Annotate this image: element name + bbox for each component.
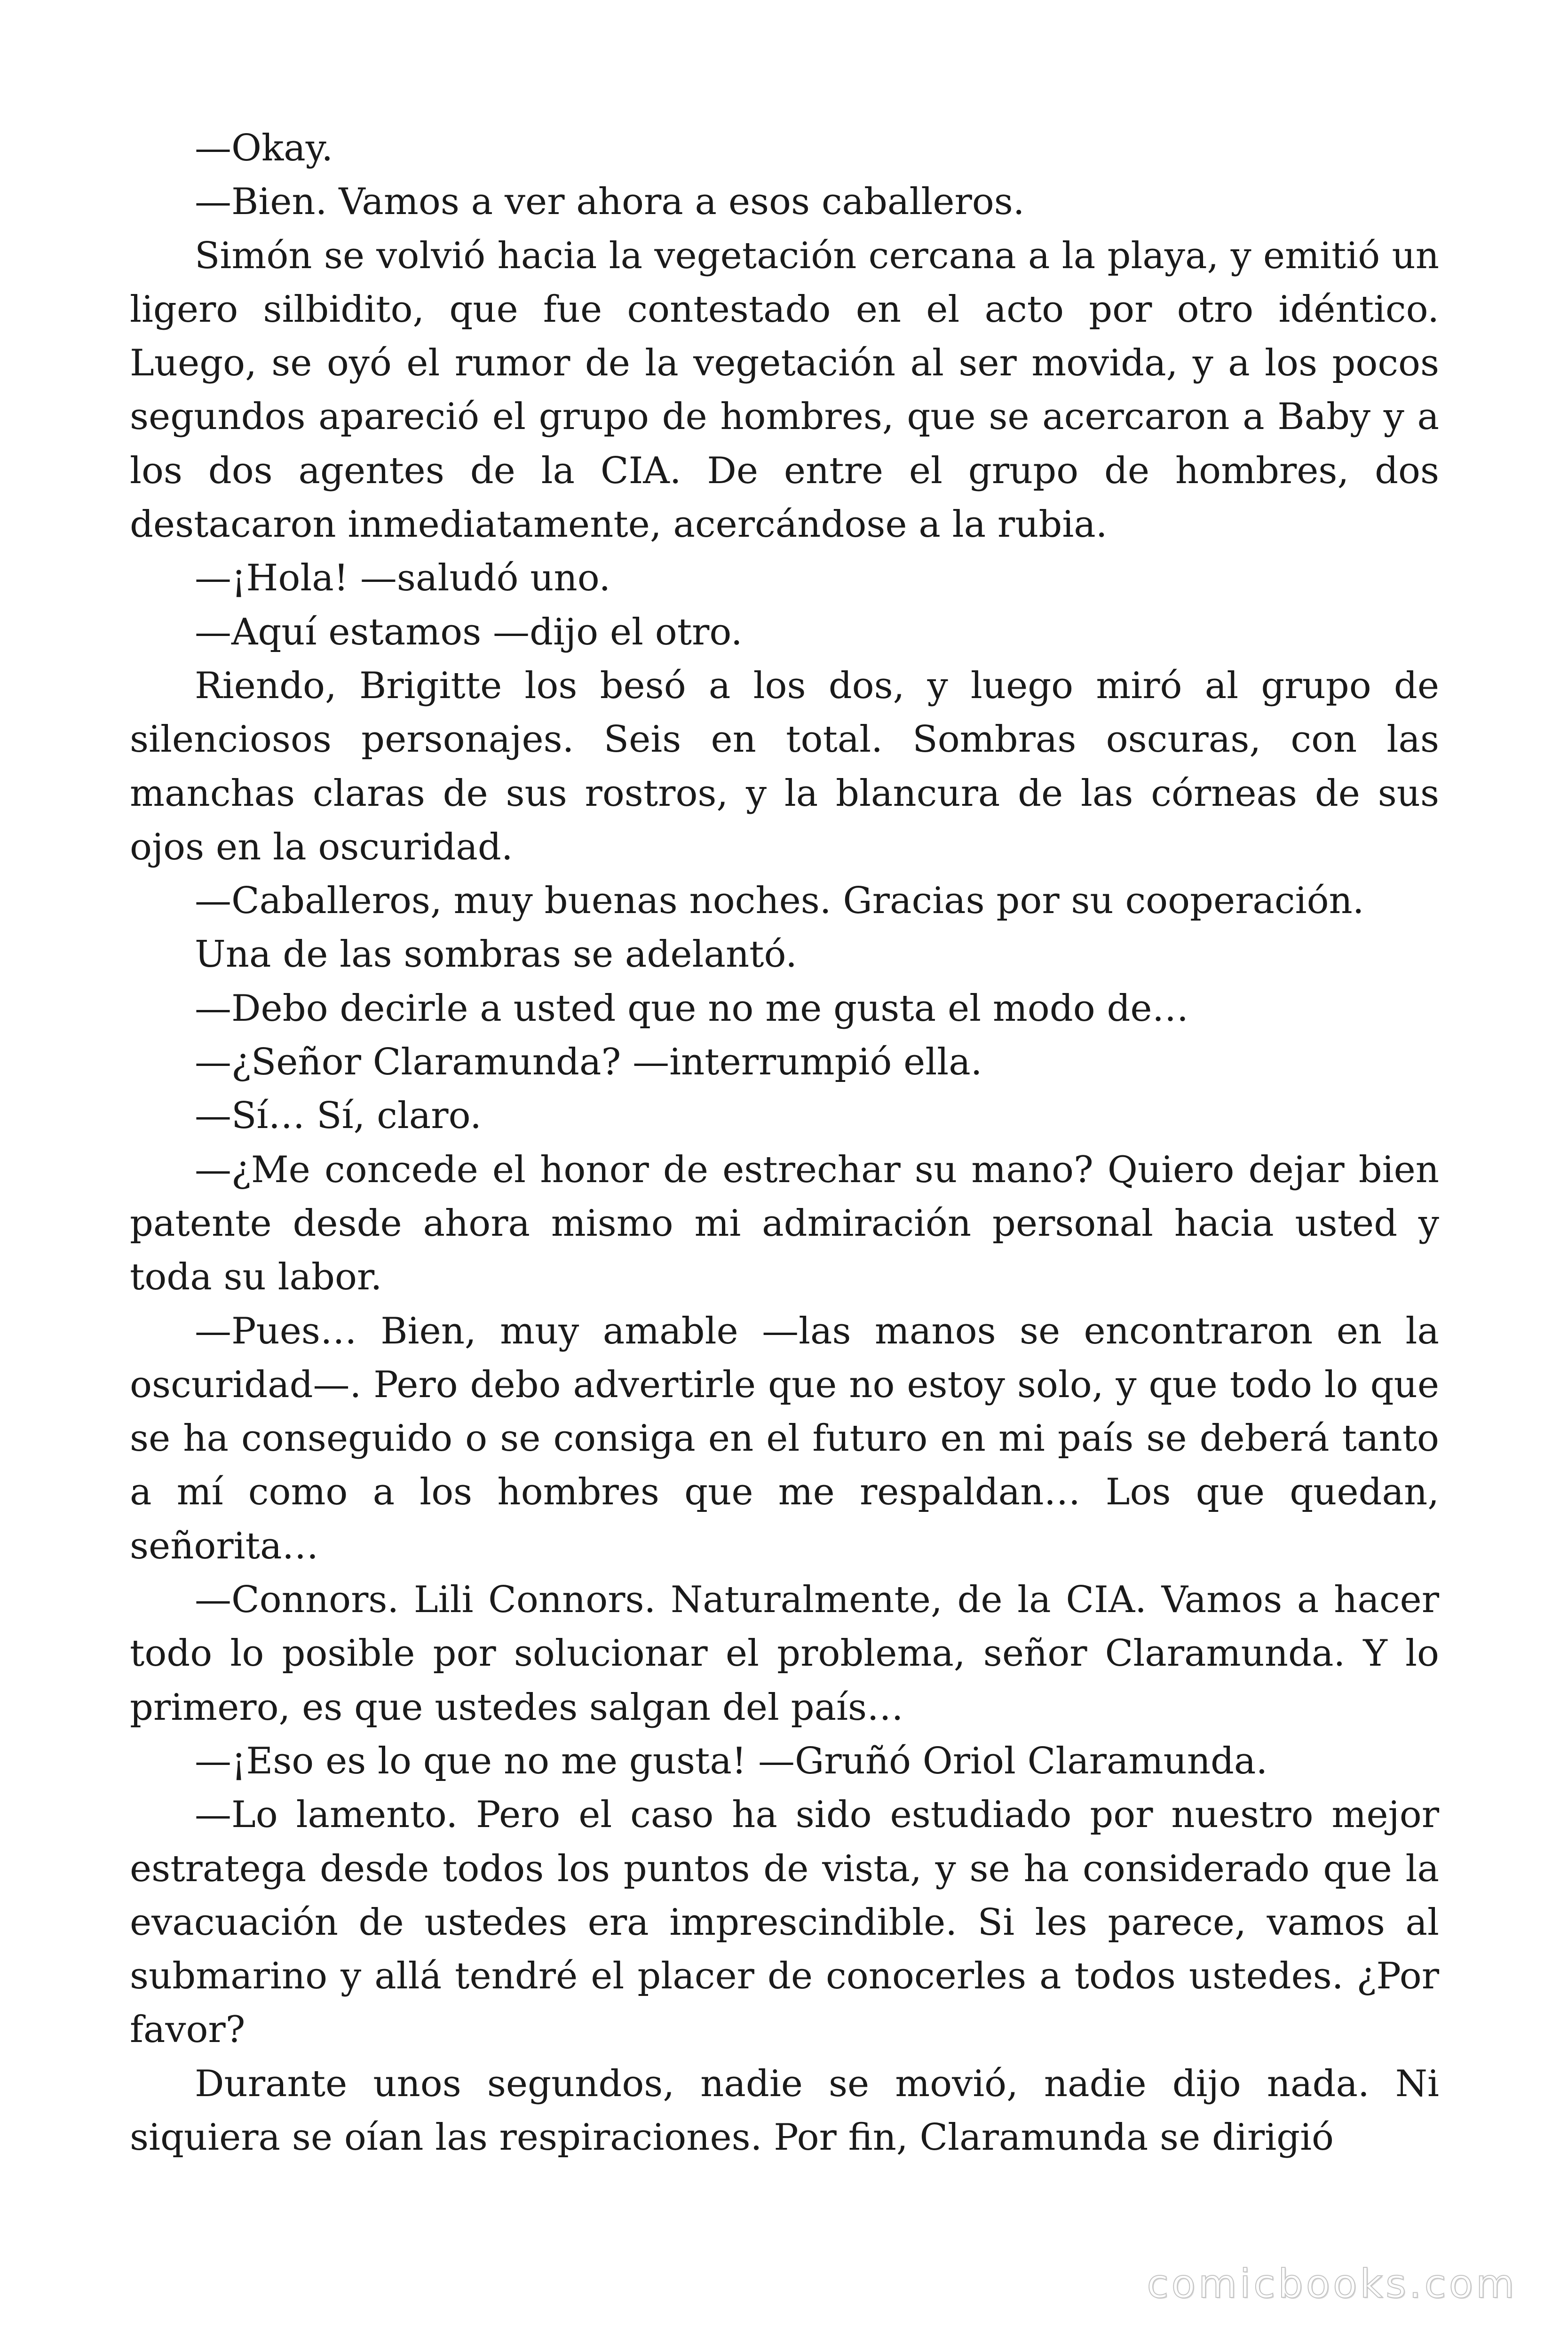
paragraph: —¿Señor Claramunda? —interrumpió ella.	[195, 1041, 982, 1084]
paragraph: Durante unos segundos, nadie se movió, nadie dijo nada. Ni siquiera se oían las respiraciones. Por fin, Claramunda se dirigió	[130, 2062, 1439, 2159]
paragraph: —Connors. Lili Connors. Naturalmente, de la CIA. Vamos a hacer todo lo posible por solucionar el problema, señor Claramunda. Y lo primero, es que ustedes salgan del país…	[130, 1579, 1439, 1729]
paragraph: —Debo decirle a usted que no me gusta el modo de…	[195, 987, 1189, 1030]
paragraph: Riendo, Brigitte los besó a los dos, y luego miró al grupo de silenciosos personajes. Seis en total. Sombras oscuras, con las manchas claras de sus rostros, y la blancura de las córneas de sus ojos en la oscuridad.	[130, 664, 1439, 868]
paragraph: —Sí… Sí, claro.	[195, 1095, 482, 1137]
paragraph: —Lo lamento. Pero el caso ha sido estudiado por nuestro mejor estratega desde todos los puntos de vista, y se ha considerado que la evacuación de ustedes era imprescindible. Si les parece, vamos al submarino y allá tendré el placer de conocerles a todos ustedes. ¿Por favor?	[130, 1794, 1439, 2051]
paragraph: —Caballeros, muy buenas noches. Gracias por su cooperación.	[195, 880, 1364, 922]
body-text	[130, 121, 1439, 2164]
paragraph: Una de las sombras se adelantó.	[195, 933, 797, 976]
paragraph: Simón se volvió hacia la vegetación cercana a la playa, y emitió un ligero silbidito, que fue contestado en el acto por otro idéntico. Luego, se oyó el rumor de la vegetación al ser movida, y a los pocos segundos apareció el grupo de hombres, que se acercaron a Baby y a los dos agentes de la CIA. De entre el grupo de hombres, dos destacaron inmediatamente, acercándose a la rubia.	[130, 234, 1439, 546]
paragraph: —¡Hola! —saludó uno.	[195, 557, 611, 600]
paragraph: —¡Eso es lo que no me gusta! —Gruñó Oriol Claramunda.	[195, 1740, 1268, 1782]
watermark: comicbooks.com	[1147, 2261, 1517, 2307]
paragraph: —¿Me concede el honor de estrechar su mano? Quiero dejar bien patente desde ahora mismo mi admiración personal hacia usted y toda su labor.	[130, 1148, 1439, 1299]
paragraph: —Aquí estamos —dijo el otro.	[195, 611, 743, 653]
paragraph: —Okay.	[195, 127, 333, 169]
paragraph: —Pues… Bien, muy amable —las manos se encontraron en la oscuridad—. Pero debo advertirle que no estoy solo, y que todo lo que se ha conseguido o se consiga en el futuro en mi país se deberá tanto a mí como a los hombres que me respaldan… Los que quedan, señorita…	[130, 1310, 1439, 1567]
paragraph: —Bien. Vamos a ver ahora a esos caballeros.	[195, 181, 1025, 223]
